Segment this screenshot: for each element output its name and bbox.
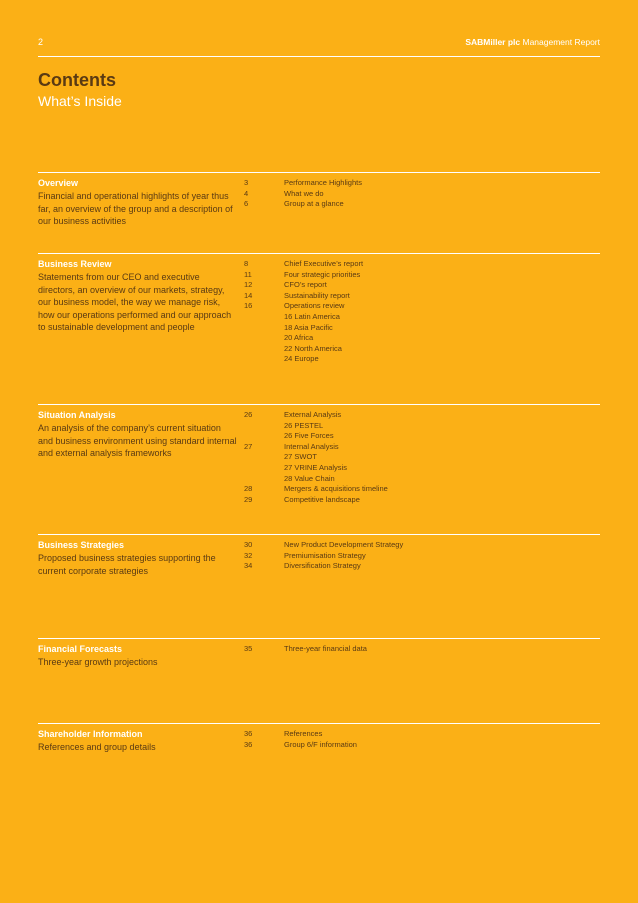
page-subtitle: What’s Inside: [38, 93, 122, 109]
entry-label: References: [284, 729, 323, 738]
contents-entry[interactable]: [244, 189, 600, 200]
contents-entry[interactable]: [244, 270, 600, 281]
contents-entry[interactable]: [244, 199, 600, 210]
section-title[interactable]: Financial Forecasts: [38, 644, 123, 654]
page-title: Contents: [38, 70, 116, 90]
entry-label: Mergers & acquisitions timeline: [284, 484, 388, 494]
contents-entry[interactable]: [244, 333, 600, 344]
contents-entry[interactable]: [244, 463, 600, 474]
contents-entry[interactable]: [244, 354, 600, 365]
entry-page-number: 11: [244, 269, 252, 279]
contents-entry[interactable]: [244, 644, 600, 655]
entry-page-number: 14: [244, 290, 253, 300]
section-description: Financial and operational highlights of year thus far, an overview of the group and a description of our business activities: [38, 191, 233, 226]
entry-label: Operations review: [284, 301, 345, 311]
section-divider: [38, 404, 600, 405]
section-description: Statements from our CEO and executive directors, an overview of our markets, strategy, our business model, the way we manage risk, how our operations performed and our approach to sustainable development and people: [38, 272, 232, 332]
company-name: SABMiller plc: [465, 37, 521, 47]
entry-label: 24 Europe: [284, 354, 319, 364]
entry-label: 28 Value Chain: [284, 473, 335, 483]
section-title[interactable]: Business Review: [38, 259, 112, 269]
entry-label: Group at a glance: [284, 199, 344, 209]
contents-entry[interactable]: [244, 740, 600, 751]
contents-entry[interactable]: [244, 729, 600, 740]
entry-label: Chief Executive’s report: [284, 259, 364, 268]
entry-list: [244, 729, 600, 750]
entry-label: Competitive landscape: [284, 494, 360, 504]
section-description: References and group details: [38, 742, 156, 752]
contents-entry[interactable]: [244, 484, 600, 495]
entry-page-number: 30: [244, 540, 253, 549]
entry-label: New Product Development Strategy: [284, 540, 404, 549]
entry-list: [244, 644, 600, 655]
page-number: 2: [38, 37, 44, 47]
entry-label: What we do: [284, 188, 324, 198]
contents-entry[interactable]: [244, 495, 600, 506]
entry-label: 22 North America: [284, 343, 342, 353]
contents-entry[interactable]: [244, 442, 600, 453]
entry-page-number: 12: [244, 280, 253, 290]
header-divider: [38, 56, 600, 57]
section-divider: [38, 253, 600, 254]
section-description: Three-year growth projections: [38, 657, 158, 667]
entry-label: Sustainability report: [284, 290, 350, 300]
section-description: An analysis of the company’s current situation and business environment using standard internal and external analysis frameworks: [38, 423, 237, 458]
entry-label: External Analysis: [284, 410, 342, 419]
entry-label: 26 PESTEL: [284, 420, 324, 430]
contents-entry[interactable]: [244, 301, 600, 312]
section-title[interactable]: Situation Analysis: [38, 410, 116, 420]
entry-label: 20 Africa: [284, 333, 314, 343]
entry-label: 27 SWOT: [284, 452, 317, 462]
entry-label: Internal Analysis: [284, 441, 339, 451]
report-header: [465, 37, 600, 47]
contents-entry[interactable]: [244, 291, 600, 302]
entry-page-number: 28: [244, 484, 253, 494]
section-title[interactable]: Business Strategies: [38, 540, 125, 550]
entry-page-number: 29: [244, 494, 253, 504]
entry-page-number: 32: [244, 550, 253, 560]
page-header: [38, 37, 600, 57]
contents-entry[interactable]: [244, 551, 600, 562]
entry-label: 26 Five Forces: [284, 431, 334, 441]
contents-entry[interactable]: [244, 410, 600, 421]
section-description: Proposed business strategies supporting the current corporate strategies: [38, 553, 216, 576]
entry-label: 16 Latin America: [284, 311, 340, 321]
contents-entry[interactable]: [244, 280, 600, 291]
entry-list: [244, 178, 600, 210]
entry-page-number: 35: [244, 644, 253, 653]
contents-entry[interactable]: [244, 540, 600, 551]
contents-entry[interactable]: [244, 431, 600, 442]
entry-page-number: 4: [244, 188, 249, 198]
section-title[interactable]: Overview: [38, 178, 79, 188]
entry-label: Four strategic priorities: [284, 269, 361, 279]
entry-label: Performance Highlights: [284, 178, 362, 187]
entry-page-number: 34: [244, 561, 253, 571]
entry-label: CFO’s report: [284, 280, 327, 290]
entry-list: [244, 259, 600, 365]
entry-label: 27 VRINE Analysis: [284, 462, 347, 472]
section-title[interactable]: Shareholder Information: [38, 729, 143, 739]
contents-entry[interactable]: [244, 344, 600, 355]
entry-label: 18 Asia Pacific: [284, 322, 333, 332]
report-name: Management Report: [522, 37, 600, 47]
contents-entry[interactable]: [244, 561, 600, 572]
entry-page-number: 36: [244, 729, 253, 738]
entry-label: Diversification Strategy: [284, 561, 361, 571]
entry-label: Premiumisation Strategy: [284, 550, 366, 560]
entry-page-number: 16: [244, 301, 253, 311]
entry-page-number: 6: [244, 199, 249, 209]
entry-list: [244, 410, 600, 505]
contents-entry[interactable]: [244, 178, 600, 189]
section-divider: [38, 534, 600, 535]
contents-entry[interactable]: [244, 421, 600, 432]
contents-entry[interactable]: [244, 259, 600, 270]
contents-entry[interactable]: [244, 312, 600, 323]
contents-entry[interactable]: [244, 323, 600, 334]
section-divider: [38, 172, 600, 173]
contents-entry[interactable]: [244, 474, 600, 485]
entry-list: [244, 540, 600, 572]
entry-page-number: 36: [244, 739, 253, 749]
entry-label: Group 6/F information: [284, 739, 357, 749]
section-divider: [38, 638, 600, 639]
entry-label: Three-year financial data: [284, 644, 367, 653]
contents-entry[interactable]: [244, 452, 600, 463]
section-divider: [38, 723, 600, 724]
entry-page-number: 27: [244, 441, 253, 451]
entry-page-number: 26: [244, 410, 253, 419]
entry-page-number: 8: [244, 259, 249, 268]
entry-page-number: 3: [244, 178, 249, 187]
